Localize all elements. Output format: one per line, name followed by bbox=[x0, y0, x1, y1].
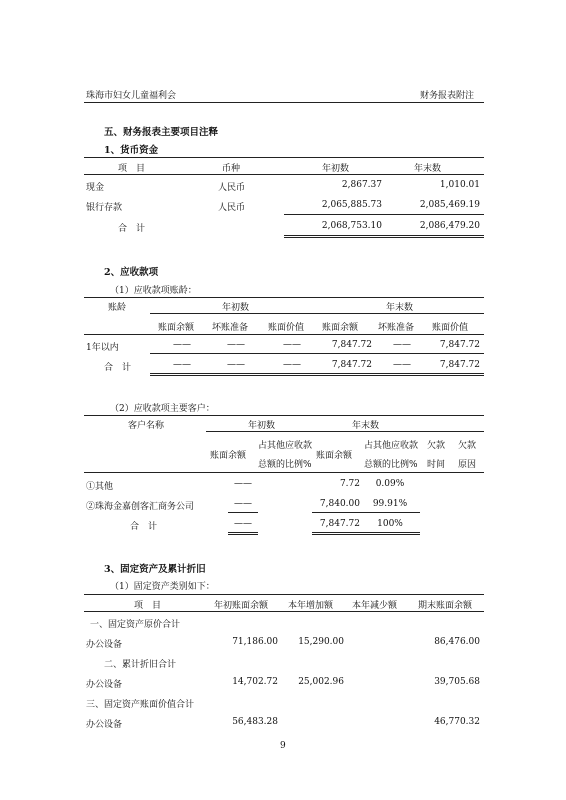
table-row-cell: —— bbox=[227, 360, 245, 370]
header-org-name: 珠海市妇女儿童福利会 bbox=[86, 91, 177, 101]
table-row-cell: 7,847.72 bbox=[439, 340, 480, 350]
cash-title: 1、货币资金 bbox=[104, 145, 159, 156]
cash-header-begin: 年初数 bbox=[322, 164, 350, 174]
fixed-header-item: 项 目 bbox=[134, 601, 162, 611]
aging-head-age: 账龄 bbox=[108, 303, 127, 313]
table-row-cell: 56,483.28 bbox=[232, 717, 278, 727]
table-row-cell: 7,840.00 bbox=[319, 499, 360, 509]
cash-total-label: 合 计 bbox=[118, 224, 146, 234]
table-row-cell: 合 计 bbox=[104, 363, 132, 373]
cust-subhead-pct1b: 总额的比例% bbox=[258, 460, 312, 470]
aging-top-rule bbox=[84, 297, 484, 298]
table-row-cell: 三、固定资产账面价值合计 bbox=[86, 700, 195, 710]
cust-subhead-bal2: 账面余额 bbox=[316, 451, 353, 461]
fixed-header-end: 期末账面余额 bbox=[418, 601, 473, 611]
aging-mid-rule bbox=[150, 313, 484, 314]
table-row-cell: 人民币 bbox=[218, 203, 246, 213]
aging-subhead: 坏账准备 bbox=[378, 323, 415, 333]
table-row-cell: 71,186.00 bbox=[232, 637, 278, 647]
aging-title: （1）应收款项账龄： bbox=[110, 286, 197, 296]
fixed-header-add: 本年增加额 bbox=[288, 601, 334, 611]
table-row-cell: 7.72 bbox=[339, 479, 360, 489]
table-row-cell: —— bbox=[234, 479, 252, 489]
table-row-cell: —— bbox=[234, 499, 252, 509]
table-row-cell: —— bbox=[283, 360, 301, 370]
cash-header-rule bbox=[84, 174, 484, 175]
table-row-cell: 7,847.72 bbox=[439, 360, 480, 370]
table-row-cell: 办公设备 bbox=[86, 680, 123, 690]
fixed-title: 3、固定资产及累计折旧 bbox=[104, 564, 206, 575]
table-row-cell: 合 计 bbox=[130, 522, 158, 532]
table-row-cell: 46,770.32 bbox=[434, 717, 480, 727]
table-row-cell: 99.91% bbox=[372, 499, 408, 509]
table-row-cell: —— bbox=[227, 340, 245, 350]
table-row-cell: 二、累计折旧合计 bbox=[104, 660, 177, 670]
fixed-header-begin: 年初账面余额 bbox=[214, 601, 269, 611]
cash-header-end: 年末数 bbox=[414, 164, 442, 174]
cash-header-currency: 币种 bbox=[222, 164, 241, 174]
table-row-cell: —— bbox=[283, 340, 301, 350]
table-row-cell: 7,847.72 bbox=[331, 360, 372, 370]
table-row-cell: 15,290.00 bbox=[298, 637, 344, 647]
fixed-top-rule bbox=[84, 594, 484, 595]
aging-subhead: 账面余额 bbox=[158, 323, 195, 333]
cust-head-name: 客户名称 bbox=[128, 421, 165, 431]
cust-double-rule bbox=[312, 534, 420, 535]
aging-subhead: 账面价值 bbox=[268, 323, 305, 333]
cust-subhead-pct1a: 占其他应收款 bbox=[258, 441, 313, 451]
table-row-cell: ①其他 bbox=[86, 482, 114, 492]
cust-subhead-bal1: 账面余额 bbox=[210, 451, 247, 461]
header-doc-title: 财务报表附注 bbox=[420, 91, 475, 101]
customer-title: （2）应收款项主要客户： bbox=[110, 404, 215, 414]
table-row-cell: 1年以内 bbox=[86, 343, 119, 353]
table-row-cell: 7,847.72 bbox=[319, 519, 360, 529]
table-row-cell: —— bbox=[234, 519, 252, 529]
cust-subhead-owe1: 欠款 bbox=[427, 441, 446, 451]
table-row-cell: —— bbox=[173, 340, 191, 350]
aging-head-begin: 年初数 bbox=[222, 303, 250, 313]
cust-subhead-pct2b: 总额的比例% bbox=[364, 460, 418, 470]
cust-double-rule bbox=[228, 532, 258, 533]
table-row-cell: 2,867.37 bbox=[341, 180, 382, 190]
table-row-cell: 7,847.72 bbox=[331, 340, 372, 350]
cust-subhead-rsn2: 原因 bbox=[458, 460, 477, 470]
aging-row-rule bbox=[150, 353, 484, 354]
aging-subhead: 账面价值 bbox=[432, 323, 469, 333]
receivable-title: 2、应收款项 bbox=[104, 267, 159, 278]
cust-subhead-owe2: 时间 bbox=[427, 460, 446, 470]
table-row-cell: 1,010.01 bbox=[439, 180, 480, 190]
cust-double-rule bbox=[312, 532, 420, 533]
cash-double-rule-2 bbox=[284, 237, 484, 238]
cust-sub-rule bbox=[228, 512, 258, 513]
cust-subhead-pct2a: 占其他应收款 bbox=[364, 441, 419, 451]
table-row-cell: —— bbox=[393, 360, 411, 370]
table-row-cell: 2,085,469.19 bbox=[419, 200, 480, 210]
table-row-cell: 25,002.96 bbox=[298, 677, 344, 687]
fixed-sub-title: （1）固定资产类别如下： bbox=[110, 582, 215, 592]
table-row-cell: 一、固定资产原价合计 bbox=[90, 620, 181, 630]
table-row-cell: ②珠海金嘉创客汇商务公司 bbox=[86, 502, 195, 512]
cust-mid-rule bbox=[206, 431, 484, 432]
cash-total-rule bbox=[284, 214, 484, 215]
cust-head-begin: 年初数 bbox=[248, 421, 276, 431]
aging-header-rule bbox=[84, 334, 484, 335]
table-row-cell: 0.09% bbox=[375, 479, 405, 489]
table-row-cell: 现金 bbox=[86, 183, 105, 193]
aging-subhead: 坏账准备 bbox=[212, 323, 249, 333]
cust-sub-rule bbox=[312, 512, 420, 513]
fixed-header-reduce: 本年减少额 bbox=[352, 601, 398, 611]
cash-double-rule-1 bbox=[284, 235, 484, 236]
table-row-cell: 86,476.00 bbox=[434, 637, 480, 647]
table-row-cell: —— bbox=[173, 360, 191, 370]
cash-total-begin: 2,068,753.10 bbox=[321, 221, 382, 231]
cash-total-end: 2,086,479.20 bbox=[419, 221, 480, 231]
table-row-cell: 办公设备 bbox=[86, 720, 123, 730]
table-row-cell: 14,702.72 bbox=[232, 677, 278, 687]
table-row-cell: 人民币 bbox=[218, 183, 246, 193]
table-row-cell: 2,065,885.73 bbox=[321, 200, 382, 210]
cash-top-rule bbox=[84, 157, 484, 158]
table-row-cell: 办公设备 bbox=[86, 640, 123, 650]
header-rule bbox=[84, 102, 484, 103]
cash-header-item: 项 目 bbox=[118, 164, 146, 174]
page-number: 9 bbox=[280, 741, 286, 751]
table-row-cell: —— bbox=[393, 340, 411, 350]
fixed-header-rule bbox=[84, 611, 484, 612]
section-title: 五、财务报表主要项目注释 bbox=[104, 127, 219, 138]
aging-subhead: 账面余额 bbox=[322, 323, 359, 333]
aging-bottom-rule-2 bbox=[150, 375, 484, 376]
table-row-cell: 银行存款 bbox=[86, 203, 123, 213]
cust-subhead-rsn1: 欠款 bbox=[458, 441, 477, 451]
table-row-cell: 100% bbox=[377, 519, 403, 529]
table-row-cell: 39,705.68 bbox=[434, 677, 480, 687]
cust-header-rule bbox=[84, 472, 484, 473]
cust-double-rule bbox=[228, 534, 258, 535]
aging-head-end: 年末数 bbox=[386, 303, 414, 313]
aging-bottom-rule-1 bbox=[150, 373, 484, 374]
cust-head-end: 年末数 bbox=[352, 421, 380, 431]
cust-top-rule bbox=[84, 415, 484, 416]
